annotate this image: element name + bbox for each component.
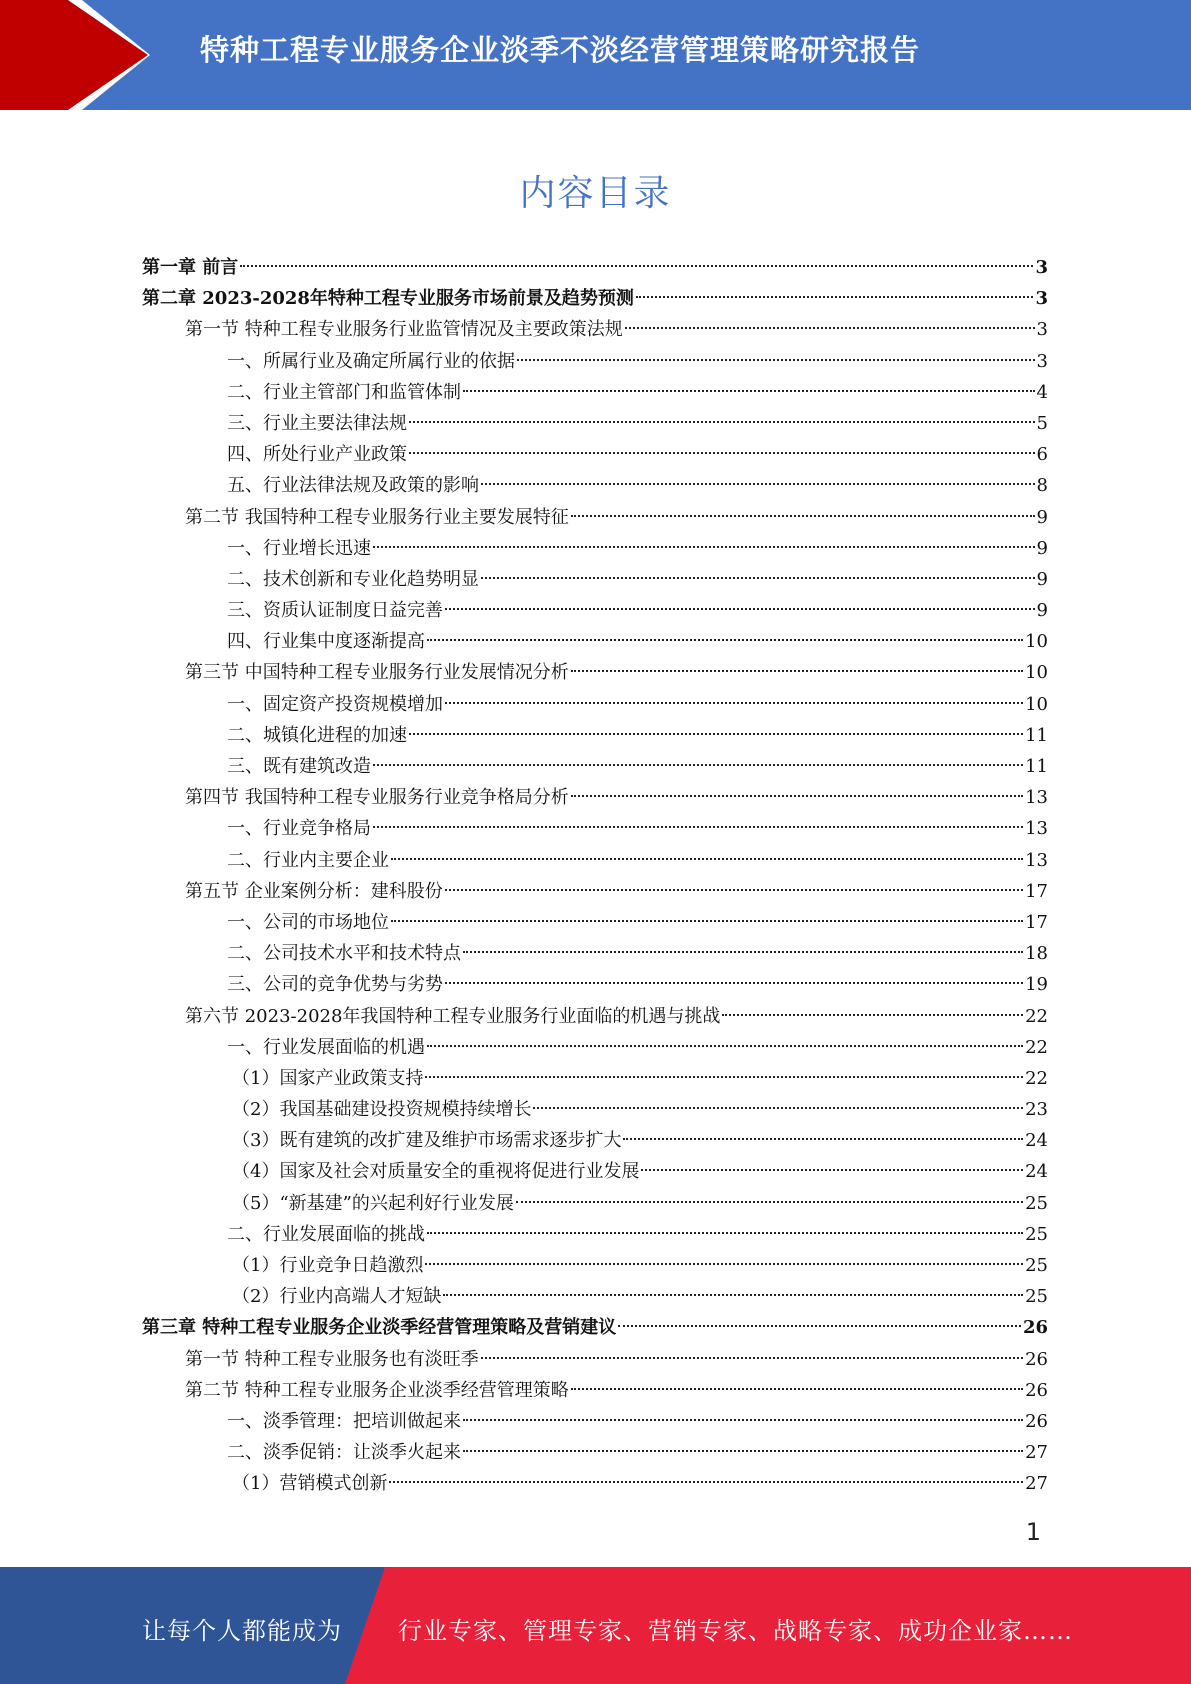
toc-entry[interactable] — [142, 1125, 1048, 1156]
toc-entry-title: 第五节 企业案例分析：建科股份 — [185, 880, 443, 902]
toc-entry-page: 11 — [1025, 756, 1048, 777]
toc-entry[interactable] — [142, 1312, 1048, 1343]
toc-entry-page: 9 — [1036, 506, 1048, 528]
toc-entry-page: 25 — [1025, 1286, 1048, 1308]
toc-entry-title: 二、行业内主要企业 — [227, 849, 389, 871]
toc-dot-leader — [427, 1045, 1023, 1047]
toc-entry[interactable] — [142, 1219, 1048, 1250]
toc-entry-page: 27 — [1025, 1473, 1048, 1495]
toc-entry[interactable] — [142, 408, 1048, 439]
toc-dot-leader — [445, 702, 1023, 704]
toc-entry[interactable] — [142, 1094, 1048, 1125]
toc-dot-leader — [571, 515, 1035, 517]
header-chevron-icon — [0, 0, 150, 110]
toc-entry-title: 二、行业主管部门和监管体制 — [227, 381, 461, 403]
toc-dot-leader — [722, 1014, 1023, 1016]
toc-dot-leader — [517, 359, 1035, 361]
toc-dot-leader — [373, 826, 1023, 828]
toc-dot-leader — [427, 639, 1023, 641]
toc-entry-page: 10 — [1025, 631, 1048, 653]
toc-entry[interactable] — [142, 1156, 1048, 1187]
toc-entry-page: 6 — [1036, 444, 1048, 466]
toc-entry-title: 四、行业集中度逐渐提高 — [227, 631, 425, 653]
toc-dot-leader — [533, 1107, 1023, 1109]
toc-heading: 内容目录 — [519, 173, 672, 214]
toc-entry-page: 8 — [1036, 475, 1048, 497]
toc-entry-title: （4）国家及社会对质量安全的重视将促进行业发展 — [232, 1161, 640, 1183]
table-of-contents — [142, 252, 1048, 1500]
toc-entry[interactable] — [142, 1375, 1048, 1406]
toc-entry-page: 27 — [1025, 1442, 1048, 1464]
toc-dot-leader — [425, 1076, 1023, 1078]
toc-entry[interactable] — [142, 876, 1048, 907]
toc-entry-page: 13 — [1025, 849, 1048, 871]
toc-entry[interactable] — [142, 1406, 1048, 1437]
toc-entry[interactable] — [142, 845, 1048, 876]
toc-entry-page: 22 — [1025, 1005, 1048, 1027]
toc-entry-title: 一、行业竞争格局 — [227, 818, 371, 840]
toc-dot-leader — [409, 733, 1023, 735]
toc-entry-page: 10 — [1025, 693, 1048, 715]
toc-entry-page: 17 — [1025, 911, 1048, 933]
toc-entry-title: 一、行业发展面临的机遇 — [227, 1036, 425, 1058]
toc-entry-title: 二、技术创新和专业化趋势明显 — [227, 568, 479, 590]
toc-dot-leader — [571, 1388, 1023, 1390]
toc-entry[interactable] — [142, 1250, 1048, 1281]
toc-dot-leader — [463, 1419, 1023, 1421]
toc-entry-title: 四、所处行业产业政策 — [227, 444, 407, 466]
toc-entry-page: 4 — [1036, 381, 1048, 403]
toc-entry-title: （3）既有建筑的改扩建及维护市场需求逐步扩大 — [232, 1130, 622, 1152]
toc-entry-page: 11 — [1025, 724, 1048, 746]
toc-entry-title: 二、行业发展面临的挑战 — [227, 1223, 425, 1245]
toc-entry-title: 第二节 我国特种工程专业服务行业主要发展特征 — [185, 506, 569, 528]
toc-entry[interactable] — [142, 938, 1048, 969]
toc-entry[interactable] — [142, 1001, 1048, 1032]
toc-entry-page: 10 — [1025, 662, 1048, 684]
toc-entry-title: 第六节 2023-2028年我国特种工程专业服务行业面临的机遇与挑战 — [185, 1005, 721, 1027]
toc-entry-page: 26 — [1025, 1348, 1048, 1370]
toc-entry[interactable] — [142, 564, 1048, 595]
toc-dot-leader — [445, 889, 1023, 891]
toc-entry[interactable] — [142, 252, 1048, 283]
toc-dot-leader — [391, 920, 1023, 922]
toc-entry-page: 13 — [1025, 818, 1048, 840]
toc-dot-leader — [373, 764, 1023, 766]
toc-entry-title: 三、既有建筑改造 — [227, 756, 371, 777]
toc-entry-title: 第二节 特种工程专业服务企业淡季经营管理策略 — [185, 1379, 569, 1401]
toc-entry-title: 三、公司的竞争优势与劣势 — [227, 974, 443, 996]
toc-entry-page: 22 — [1025, 1036, 1048, 1058]
toc-dot-leader — [481, 483, 1035, 485]
toc-entry[interactable] — [142, 1188, 1048, 1219]
toc-entry[interactable] — [142, 1281, 1048, 1312]
footer-band — [0, 1567, 1191, 1684]
footer-slogan-left: 让每个人都能成为 — [142, 1617, 342, 1645]
toc-entry[interactable] — [142, 1032, 1048, 1063]
toc-entry-page: 26 — [1025, 1410, 1048, 1432]
toc-entry-title: 二、城镇化进程的加速 — [227, 724, 407, 746]
toc-entry-title: 三、行业主要法律法规 — [227, 412, 407, 434]
toc-entry[interactable] — [142, 470, 1048, 501]
toc-dot-leader — [425, 1263, 1023, 1265]
toc-entry[interactable] — [142, 657, 1048, 688]
toc-entry-page: 3 — [1035, 288, 1048, 310]
toc-entry[interactable] — [142, 907, 1048, 938]
toc-dot-leader — [463, 1450, 1023, 1452]
toc-entry-title: 一、所属行业及确定所属行业的依据 — [227, 350, 515, 372]
toc-entry-title: 第四节 我国特种工程专业服务行业竞争格局分析 — [185, 787, 569, 809]
toc-dot-leader — [623, 1138, 1023, 1140]
toc-entry-page: 5 — [1036, 412, 1048, 434]
toc-entry[interactable] — [142, 595, 1048, 626]
toc-entry-title: 一、公司的市场地位 — [227, 911, 389, 933]
toc-entry-page: 25 — [1025, 1192, 1048, 1214]
toc-entry-page: 19 — [1025, 974, 1048, 996]
toc-entry-title: （1）国家产业政策支持 — [232, 1067, 424, 1089]
toc-entry[interactable] — [142, 626, 1048, 657]
toc-entry-page: 9 — [1036, 537, 1048, 559]
toc-dot-leader — [463, 390, 1035, 392]
toc-entry-title: 一、淡季管理：把培训做起来 — [227, 1410, 461, 1432]
toc-entry-title: 第二章 2023-2028年特种工程专业服务市场前景及趋势预测 — [142, 288, 634, 310]
toc-dot-leader — [463, 951, 1023, 953]
toc-entry-page: 17 — [1025, 880, 1048, 902]
toc-dot-leader — [571, 670, 1023, 672]
toc-entry-page: 22 — [1025, 1067, 1048, 1089]
toc-dot-leader — [391, 858, 1023, 860]
toc-dot-leader — [481, 1357, 1023, 1359]
toc-entry[interactable] — [142, 751, 1048, 782]
toc-entry-title: 三、资质认证制度日益完善 — [227, 600, 443, 622]
toc-entry-page: 24 — [1025, 1130, 1048, 1152]
toc-entry[interactable] — [142, 689, 1048, 720]
toc-entry-page: 26 — [1025, 1379, 1048, 1401]
toc-dot-leader — [240, 265, 1033, 267]
toc-entry-page: 9 — [1036, 600, 1048, 622]
toc-entry-page: 25 — [1025, 1255, 1048, 1276]
toc-dot-leader — [481, 577, 1035, 579]
page-number: 1 — [1025, 1518, 1041, 1546]
toc-entry-title: 第一节 特种工程专业服务行业监管情况及主要政策法规 — [185, 319, 623, 341]
toc-entry[interactable] — [142, 1063, 1048, 1094]
toc-entry-title: 二、公司技术水平和技术特点 — [227, 943, 461, 965]
toc-entry[interactable] — [142, 377, 1048, 408]
toc-dot-leader — [636, 296, 1034, 298]
toc-dot-leader — [427, 1232, 1023, 1234]
toc-entry-title: （2）我国基础建设投资规模持续增长 — [232, 1099, 532, 1121]
toc-entry-page: 23 — [1025, 1099, 1048, 1121]
toc-entry[interactable] — [142, 346, 1048, 377]
toc-entry[interactable] — [142, 782, 1048, 813]
toc-dot-leader — [445, 608, 1035, 610]
toc-entry-title: （1）营销模式创新 — [232, 1473, 388, 1495]
toc-entry-page: 13 — [1025, 787, 1048, 809]
toc-dot-leader — [373, 546, 1035, 548]
toc-entry[interactable] — [142, 969, 1048, 1000]
toc-entry[interactable] — [142, 533, 1048, 564]
toc-entry[interactable] — [142, 314, 1048, 345]
toc-entry[interactable] — [142, 502, 1048, 533]
toc-entry-title: （1）行业竞争日趋激烈 — [232, 1255, 424, 1276]
toc-entry-page: 3 — [1035, 257, 1048, 278]
toc-entry-title: （2）行业内高端人才短缺 — [232, 1286, 442, 1308]
footer-slogan-right: 行业专家、管理专家、营销专家、战略专家、成功企业家…… — [398, 1617, 1073, 1645]
toc-entry-title: 一、固定资产投资规模增加 — [227, 693, 443, 715]
toc-entry[interactable] — [142, 720, 1048, 751]
toc-entry-title: 第三章 特种工程专业服务企业淡季经营管理策略及营销建议 — [142, 1317, 617, 1339]
toc-entry[interactable] — [142, 1344, 1048, 1375]
toc-dot-leader — [625, 327, 1035, 329]
toc-dot-leader — [516, 1201, 1023, 1203]
toc-dot-leader — [571, 795, 1023, 797]
toc-entry-page: 3 — [1036, 350, 1048, 372]
toc-entry-page: 24 — [1025, 1161, 1048, 1183]
toc-entry[interactable] — [142, 283, 1048, 314]
toc-entry-title: 第一节 特种工程专业服务也有淡旺季 — [185, 1348, 479, 1370]
toc-entry-page: 3 — [1036, 319, 1048, 341]
toc-entry-page: 26 — [1022, 1317, 1048, 1339]
toc-entry[interactable] — [142, 813, 1048, 844]
toc-entry[interactable] — [142, 1437, 1048, 1468]
toc-dot-leader — [445, 982, 1023, 984]
toc-entry-title: 二、淡季促销：让淡季火起来 — [227, 1442, 461, 1464]
toc-entry-title: 第一章 前言 — [142, 257, 239, 278]
toc-dot-leader — [409, 421, 1035, 423]
toc-entry[interactable] — [142, 1468, 1048, 1499]
toc-entry-page: 25 — [1025, 1223, 1048, 1245]
toc-entry[interactable] — [142, 439, 1048, 470]
toc-dot-leader — [641, 1169, 1023, 1171]
toc-dot-leader — [409, 452, 1035, 454]
toc-entry-title: （5）“新基建”的兴起利好行业发展 — [232, 1192, 514, 1214]
toc-entry-title: 第三节 中国特种工程专业服务行业发展情况分析 — [185, 662, 569, 684]
toc-entry-page: 9 — [1036, 568, 1048, 590]
header-band — [0, 0, 1191, 110]
toc-entry-title: 一、行业增长迅速 — [227, 537, 371, 559]
toc-entry-page: 18 — [1025, 943, 1048, 965]
toc-dot-leader — [443, 1294, 1023, 1296]
toc-dot-leader — [618, 1325, 1021, 1327]
report-title: 特种工程专业服务企业淡季不淡经营管理策略研究报告 — [200, 33, 921, 67]
toc-entry-title: 五、行业法律法规及政策的影响 — [227, 475, 479, 497]
toc-dot-leader — [389, 1481, 1023, 1483]
